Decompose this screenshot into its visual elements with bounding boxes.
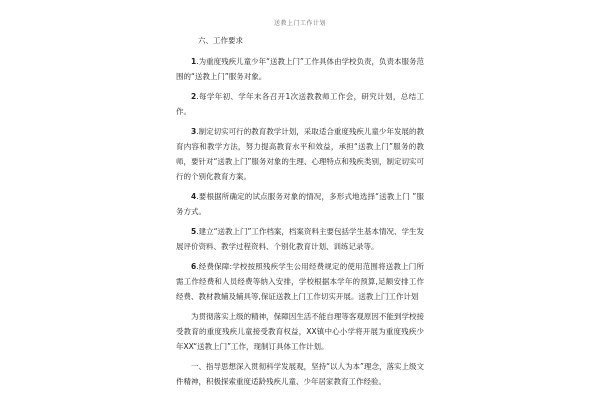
paragraph-number: 2 [191, 92, 197, 101]
paragraph-4 [176, 189, 424, 219]
paragraph-text: .建立“送教上门”工作档案，档案资料主要包括学生基本情况、学生发展评价资料、教学过程资料、个别化教育计划、训练记录等。 [176, 227, 424, 251]
paragraph-3 [176, 124, 424, 184]
paragraph-number: 4 [191, 192, 197, 201]
paragraph-2 [176, 89, 424, 119]
paragraph-text: .每学年初、学年末各召开1次送教教师工作会，研究计划，总结工作。 [176, 92, 424, 116]
paragraph-7 [176, 309, 424, 354]
document-body [176, 34, 424, 394]
paragraph-number: 5 [191, 227, 197, 236]
paragraph-6 [176, 259, 424, 304]
paragraph-1 [176, 54, 424, 84]
paragraph-text: 为贯彻落实上级的精神，保障因生活不能自理等客观原因不能到学校接受教育的重度残疾儿童接受教育权益，XX镇中心小学将开展为重度残疾少年XX“送教上门”工作，现制订具体工作计划。 [176, 312, 424, 351]
paragraph-5 [176, 224, 424, 254]
section-title: 六、工作要求 [198, 36, 243, 45]
paragraph-text: 一、指导思想深入贯彻科学发展观，坚持“以人为本”理念，落实上级文件精神，积极探索重度适龄残疾儿童、少年居家教育工作经验。 [176, 362, 424, 386]
paragraph-number: 6 [191, 262, 197, 271]
paragraph-text: .为重度残疾儿童少年“送教上门”工作具体由学校负责，负责本服务范围的“送教上门”服务对象。 [176, 57, 424, 81]
paragraph-number: 1 [191, 57, 197, 66]
paragraph-text: .要根据所确定的试点服务对象的情况，多形式地选择“送教上门 ”服务方式。 [176, 192, 424, 216]
paragraph-number: 3 [191, 127, 197, 136]
page-header: 送教上门工作计划 [273, 20, 326, 27]
paragraph-text: .经费保障:学校按照残疾学生公用经费规定的使用范围将送教上门所需工作经费和人员经费等纳入安排，学校根据本学年的预算,足额安排工作经费、教材教辅及辅具等,保证送教上门工作切实开展。送教上门工作计划 [176, 262, 424, 301]
paragraph-8 [176, 359, 424, 389]
paragraph-text: .制定切实可行的教育教学计划，采取适合重度残疾儿童少年发展的教育内容和教学方法，努力提高教育水平和效益，承担“送教上门”服务的教师，要针对“送教上门”服务对象的生理、心理特点和残疾类别，制定切实可行的个别化教育方案。 [176, 127, 424, 181]
